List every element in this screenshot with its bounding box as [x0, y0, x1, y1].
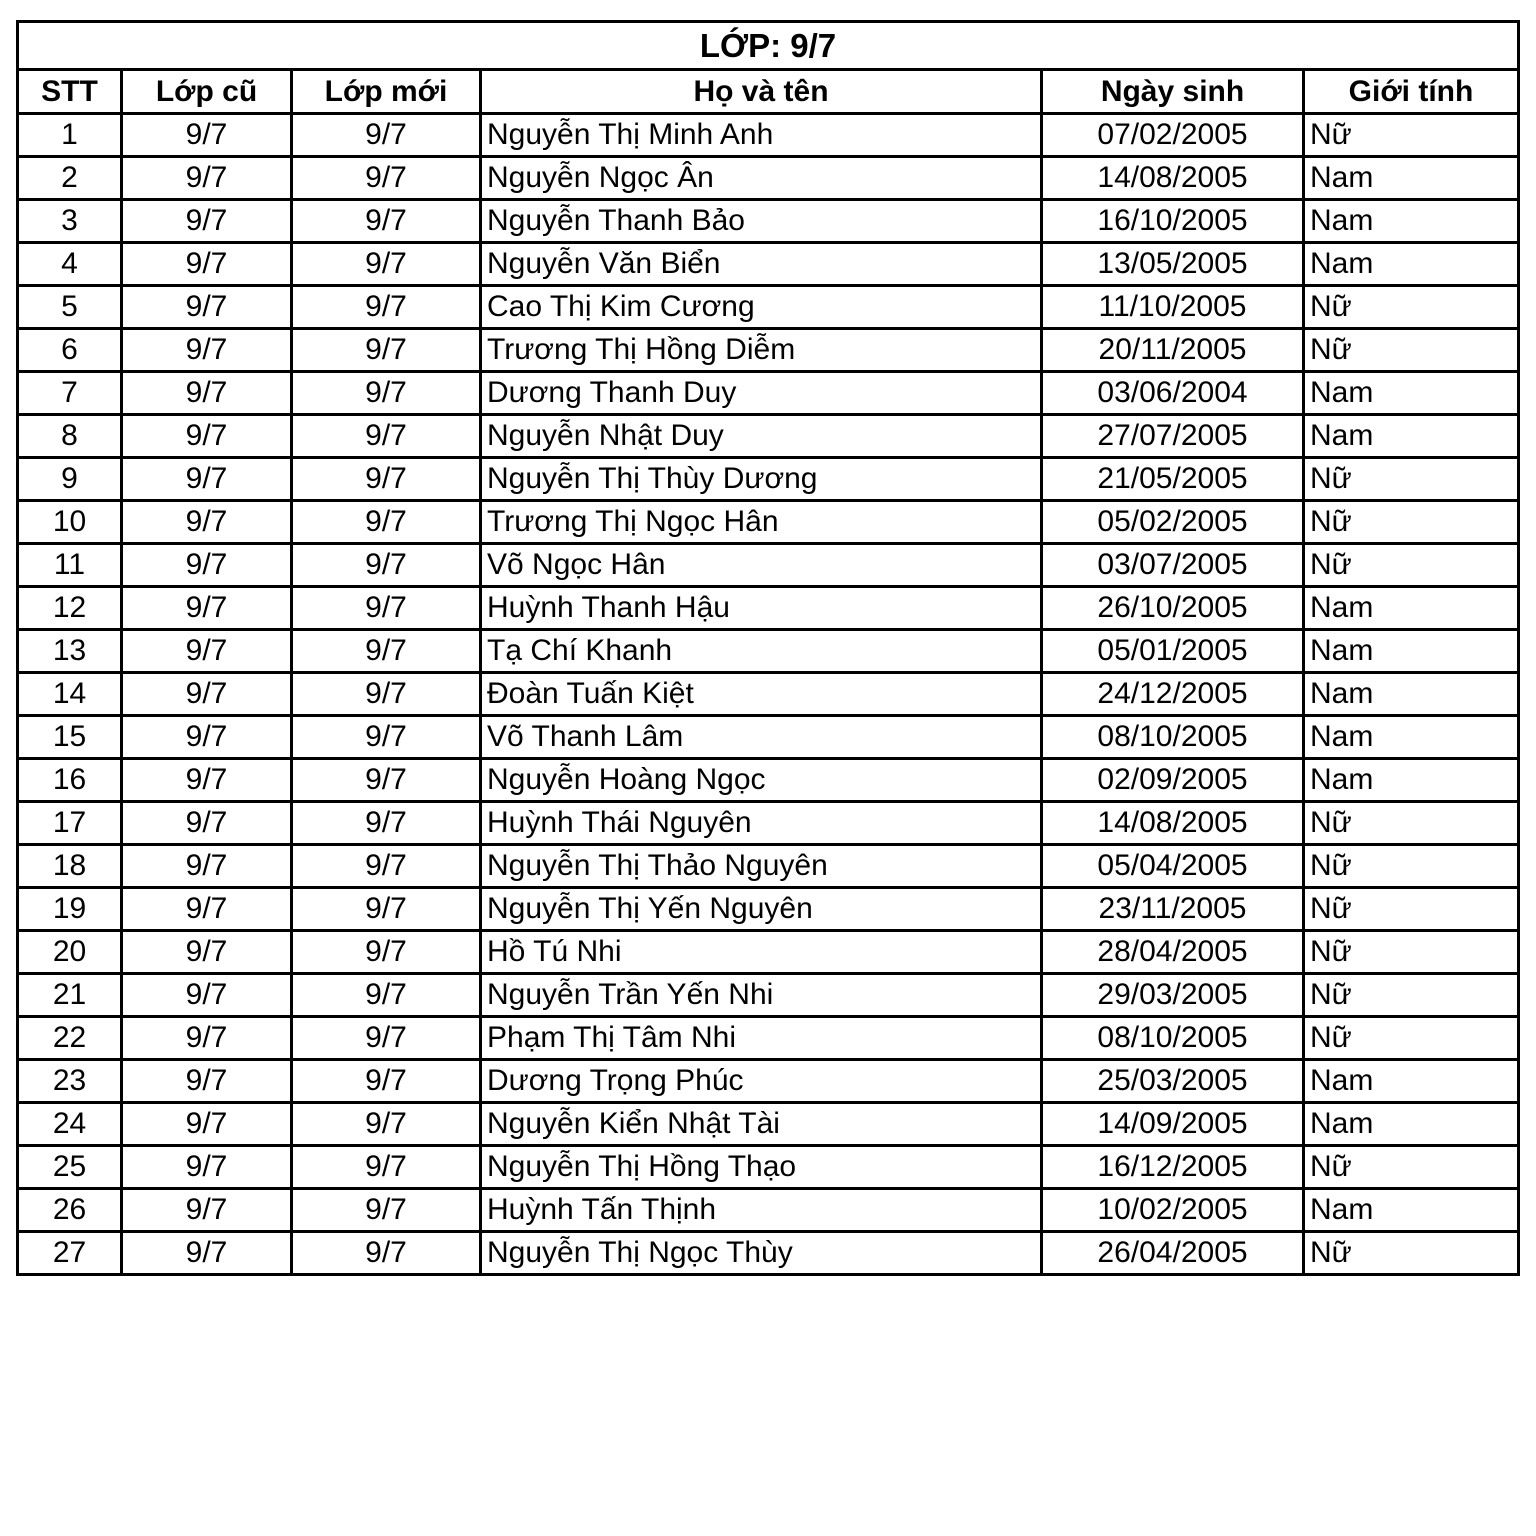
cell-old-class: 9/7 [122, 243, 292, 286]
cell-old-class: 9/7 [122, 415, 292, 458]
cell-gender: Nữ [1304, 931, 1519, 974]
cell-new-class: 9/7 [292, 1017, 481, 1060]
cell-old-class: 9/7 [122, 1232, 292, 1275]
cell-name: Trương Thị Ngọc Hân [481, 501, 1042, 544]
cell-old-class: 9/7 [122, 759, 292, 802]
cell-new-class: 9/7 [292, 1232, 481, 1275]
table-row [18, 286, 1519, 329]
cell-old-class: 9/7 [122, 716, 292, 759]
cell-old-class: 9/7 [122, 931, 292, 974]
cell-dob: 13/05/2005 [1042, 243, 1304, 286]
table-row [18, 458, 1519, 501]
cell-stt: 27 [18, 1232, 122, 1275]
cell-new-class: 9/7 [292, 1060, 481, 1103]
cell-old-class: 9/7 [122, 501, 292, 544]
cell-gender: Nam [1304, 630, 1519, 673]
cell-dob: 21/05/2005 [1042, 458, 1304, 501]
cell-gender: Nữ [1304, 974, 1519, 1017]
table-row [18, 1060, 1519, 1103]
cell-dob: 26/10/2005 [1042, 587, 1304, 630]
cell-old-class: 9/7 [122, 673, 292, 716]
header-birth-date: Ngày sinh [1042, 70, 1304, 114]
cell-old-class: 9/7 [122, 157, 292, 200]
cell-name: Dương Thanh Duy [481, 372, 1042, 415]
cell-stt: 2 [18, 157, 122, 200]
cell-stt: 23 [18, 1060, 122, 1103]
cell-name: Dương Trọng Phúc [481, 1060, 1042, 1103]
cell-new-class: 9/7 [292, 501, 481, 544]
cell-stt: 3 [18, 200, 122, 243]
cell-gender: Nam [1304, 716, 1519, 759]
cell-new-class: 9/7 [292, 200, 481, 243]
cell-stt: 22 [18, 1017, 122, 1060]
cell-new-class: 9/7 [292, 673, 481, 716]
cell-dob: 14/08/2005 [1042, 157, 1304, 200]
table-row [18, 845, 1519, 888]
cell-name: Cao Thị Kim Cương [481, 286, 1042, 329]
cell-dob: 27/07/2005 [1042, 415, 1304, 458]
table-row [18, 974, 1519, 1017]
cell-stt: 7 [18, 372, 122, 415]
cell-new-class: 9/7 [292, 888, 481, 931]
table-row [18, 931, 1519, 974]
table-row [18, 544, 1519, 587]
cell-old-class: 9/7 [122, 544, 292, 587]
cell-gender: Nam [1304, 372, 1519, 415]
cell-gender: Nam [1304, 243, 1519, 286]
cell-new-class: 9/7 [292, 286, 481, 329]
cell-new-class: 9/7 [292, 630, 481, 673]
table-title: LỚP: 9/7 [18, 22, 1519, 70]
cell-stt: 8 [18, 415, 122, 458]
cell-name: Nguyễn Thị Yến Nguyên [481, 888, 1042, 931]
cell-name: Nguyễn Kiển Nhật Tài [481, 1103, 1042, 1146]
cell-old-class: 9/7 [122, 587, 292, 630]
cell-name: Nguyễn Thị Minh Anh [481, 114, 1042, 157]
cell-dob: 05/01/2005 [1042, 630, 1304, 673]
cell-old-class: 9/7 [122, 1103, 292, 1146]
cell-dob: 14/09/2005 [1042, 1103, 1304, 1146]
cell-dob: 23/11/2005 [1042, 888, 1304, 931]
cell-gender: Nữ [1304, 286, 1519, 329]
cell-gender: Nam [1304, 1060, 1519, 1103]
cell-name: Nguyễn Hoàng Ngọc [481, 759, 1042, 802]
cell-new-class: 9/7 [292, 931, 481, 974]
cell-gender: Nữ [1304, 888, 1519, 931]
cell-name: Phạm Thị Tâm Nhi [481, 1017, 1042, 1060]
cell-stt: 17 [18, 802, 122, 845]
table-row [18, 716, 1519, 759]
class-roster-table [16, 20, 1520, 1276]
cell-new-class: 9/7 [292, 415, 481, 458]
cell-old-class: 9/7 [122, 845, 292, 888]
cell-stt: 20 [18, 931, 122, 974]
table-row [18, 1232, 1519, 1275]
cell-dob: 10/02/2005 [1042, 1189, 1304, 1232]
cell-gender: Nữ [1304, 845, 1519, 888]
cell-dob: 16/12/2005 [1042, 1146, 1304, 1189]
cell-gender: Nam [1304, 759, 1519, 802]
cell-stt: 21 [18, 974, 122, 1017]
cell-stt: 1 [18, 114, 122, 157]
cell-stt: 26 [18, 1189, 122, 1232]
cell-new-class: 9/7 [292, 1146, 481, 1189]
cell-gender: Nam [1304, 415, 1519, 458]
cell-dob: 08/10/2005 [1042, 1017, 1304, 1060]
cell-stt: 6 [18, 329, 122, 372]
cell-dob: 05/04/2005 [1042, 845, 1304, 888]
cell-stt: 4 [18, 243, 122, 286]
cell-new-class: 9/7 [292, 1103, 481, 1146]
cell-new-class: 9/7 [292, 372, 481, 415]
table-row [18, 673, 1519, 716]
cell-gender: Nữ [1304, 1232, 1519, 1275]
cell-old-class: 9/7 [122, 802, 292, 845]
table-row [18, 1103, 1519, 1146]
cell-stt: 19 [18, 888, 122, 931]
cell-dob: 28/04/2005 [1042, 931, 1304, 974]
cell-dob: 11/10/2005 [1042, 286, 1304, 329]
table-row [18, 329, 1519, 372]
cell-gender: Nữ [1304, 501, 1519, 544]
cell-dob: 02/09/2005 [1042, 759, 1304, 802]
cell-dob: 03/06/2004 [1042, 372, 1304, 415]
cell-gender: Nữ [1304, 329, 1519, 372]
cell-name: Huỳnh Thái Nguyên [481, 802, 1042, 845]
cell-old-class: 9/7 [122, 372, 292, 415]
cell-name: Nguyễn Thanh Bảo [481, 200, 1042, 243]
cell-old-class: 9/7 [122, 286, 292, 329]
cell-new-class: 9/7 [292, 1189, 481, 1232]
cell-gender: Nữ [1304, 458, 1519, 501]
cell-gender: Nam [1304, 157, 1519, 200]
cell-gender: Nữ [1304, 802, 1519, 845]
header-full-name: Họ và tên [481, 70, 1042, 114]
cell-stt: 9 [18, 458, 122, 501]
table-row [18, 888, 1519, 931]
table-row [18, 587, 1519, 630]
cell-new-class: 9/7 [292, 845, 481, 888]
table-row [18, 759, 1519, 802]
cell-old-class: 9/7 [122, 1017, 292, 1060]
cell-stt: 14 [18, 673, 122, 716]
header-new-class: Lớp mới [292, 70, 481, 114]
cell-old-class: 9/7 [122, 458, 292, 501]
cell-name: Đoàn Tuấn Kiệt [481, 673, 1042, 716]
cell-stt: 15 [18, 716, 122, 759]
cell-old-class: 9/7 [122, 1146, 292, 1189]
cell-new-class: 9/7 [292, 114, 481, 157]
cell-new-class: 9/7 [292, 716, 481, 759]
cell-name: Tạ Chí Khanh [481, 630, 1042, 673]
cell-name: Huỳnh Tấn Thịnh [481, 1189, 1042, 1232]
cell-old-class: 9/7 [122, 200, 292, 243]
table-row [18, 1017, 1519, 1060]
cell-new-class: 9/7 [292, 802, 481, 845]
cell-stt: 11 [18, 544, 122, 587]
cell-gender: Nam [1304, 673, 1519, 716]
cell-stt: 16 [18, 759, 122, 802]
cell-name: Võ Ngọc Hân [481, 544, 1042, 587]
cell-dob: 25/03/2005 [1042, 1060, 1304, 1103]
header-stt: STT [18, 70, 122, 114]
table-row [18, 415, 1519, 458]
cell-gender: Nữ [1304, 114, 1519, 157]
cell-old-class: 9/7 [122, 974, 292, 1017]
cell-new-class: 9/7 [292, 329, 481, 372]
table-row [18, 157, 1519, 200]
cell-new-class: 9/7 [292, 974, 481, 1017]
cell-gender: Nữ [1304, 1017, 1519, 1060]
cell-stt: 5 [18, 286, 122, 329]
cell-name: Hồ Tú Nhi [481, 931, 1042, 974]
cell-name: Nguyễn Nhật Duy [481, 415, 1042, 458]
cell-old-class: 9/7 [122, 1060, 292, 1103]
cell-gender: Nam [1304, 587, 1519, 630]
cell-old-class: 9/7 [122, 888, 292, 931]
cell-name: Nguyễn Thị Ngọc Thùy [481, 1232, 1042, 1275]
header-gender: Giới tính [1304, 70, 1519, 114]
cell-old-class: 9/7 [122, 1189, 292, 1232]
cell-new-class: 9/7 [292, 243, 481, 286]
cell-stt: 12 [18, 587, 122, 630]
cell-old-class: 9/7 [122, 630, 292, 673]
cell-name: Trương Thị Hồng Diễm [481, 329, 1042, 372]
cell-new-class: 9/7 [292, 458, 481, 501]
header-row [18, 70, 1519, 114]
cell-stt: 25 [18, 1146, 122, 1189]
cell-new-class: 9/7 [292, 759, 481, 802]
cell-stt: 10 [18, 501, 122, 544]
table-row [18, 114, 1519, 157]
cell-stt: 24 [18, 1103, 122, 1146]
cell-dob: 08/10/2005 [1042, 716, 1304, 759]
cell-stt: 13 [18, 630, 122, 673]
cell-old-class: 9/7 [122, 114, 292, 157]
cell-gender: Nam [1304, 1103, 1519, 1146]
table-row [18, 802, 1519, 845]
table-row [18, 372, 1519, 415]
table-row [18, 1189, 1519, 1232]
cell-dob: 07/02/2005 [1042, 114, 1304, 157]
cell-dob: 24/12/2005 [1042, 673, 1304, 716]
cell-name: Nguyễn Trần Yến Nhi [481, 974, 1042, 1017]
cell-name: Nguyễn Thị Hồng Thạo [481, 1146, 1042, 1189]
cell-name: Huỳnh Thanh Hậu [481, 587, 1042, 630]
cell-dob: 14/08/2005 [1042, 802, 1304, 845]
cell-dob: 29/03/2005 [1042, 974, 1304, 1017]
cell-name: Nguyễn Ngọc Ân [481, 157, 1042, 200]
cell-new-class: 9/7 [292, 587, 481, 630]
cell-gender: Nam [1304, 1189, 1519, 1232]
cell-old-class: 9/7 [122, 329, 292, 372]
table-row [18, 501, 1519, 544]
cell-gender: Nữ [1304, 544, 1519, 587]
cell-name: Nguyễn Thị Thùy Dương [481, 458, 1042, 501]
cell-dob: 03/07/2005 [1042, 544, 1304, 587]
table-row [18, 243, 1519, 286]
cell-gender: Nam [1304, 200, 1519, 243]
cell-stt: 18 [18, 845, 122, 888]
table-row [18, 200, 1519, 243]
header-old-class: Lớp cũ [122, 70, 292, 114]
cell-dob: 16/10/2005 [1042, 200, 1304, 243]
cell-dob: 05/02/2005 [1042, 501, 1304, 544]
cell-dob: 26/04/2005 [1042, 1232, 1304, 1275]
cell-name: Nguyễn Văn Biển [481, 243, 1042, 286]
student-table-body [18, 114, 1519, 1275]
cell-new-class: 9/7 [292, 157, 481, 200]
title-row [18, 22, 1519, 70]
cell-gender: Nữ [1304, 1146, 1519, 1189]
cell-name: Nguyễn Thị Thảo Nguyên [481, 845, 1042, 888]
cell-dob: 20/11/2005 [1042, 329, 1304, 372]
cell-new-class: 9/7 [292, 544, 481, 587]
table-row [18, 630, 1519, 673]
cell-name: Võ Thanh Lâm [481, 716, 1042, 759]
table-row [18, 1146, 1519, 1189]
